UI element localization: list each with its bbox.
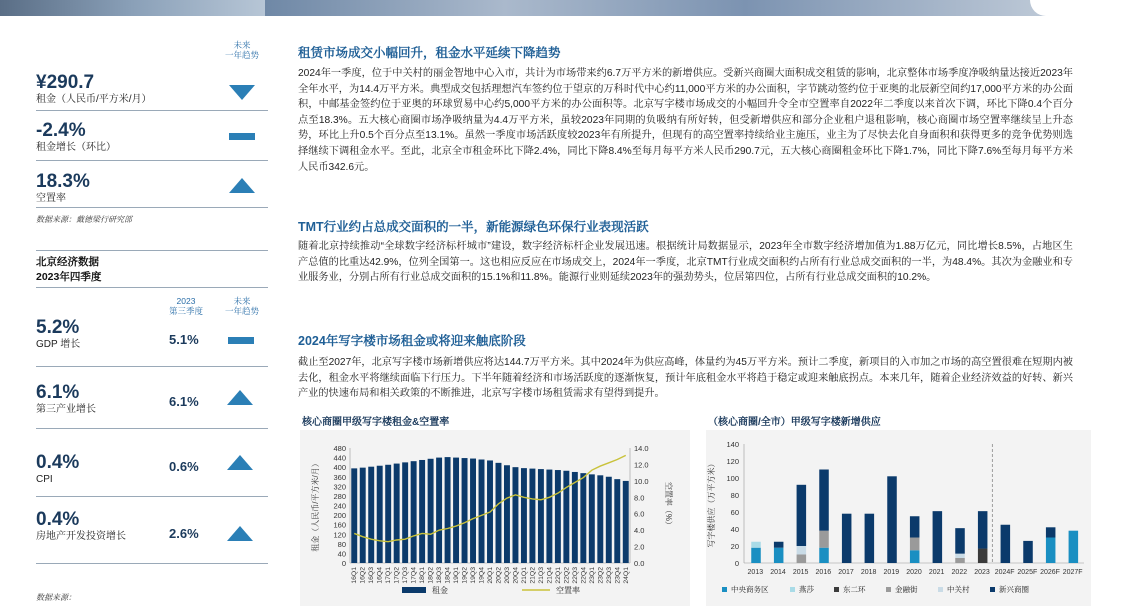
- chart2-bar-segment: [797, 485, 807, 546]
- chart1-x-tick-label: 18Q4: [444, 567, 452, 584]
- chart1-svg: [300, 430, 690, 606]
- chart1-bar: [623, 481, 629, 563]
- chart1-bar: [394, 464, 400, 563]
- chart1-bar: [521, 468, 527, 563]
- chart2-bar-segment: [1069, 531, 1079, 563]
- chart1-x-tick-label: 20Q3: [503, 567, 511, 584]
- chart2-x-tick-label: 2023: [974, 569, 990, 576]
- chart1-bar: [470, 459, 476, 563]
- kpi-rent-growth-label: 租金增长（环比）: [36, 142, 116, 153]
- chart2-bar-segment: [797, 546, 807, 555]
- chart2-title: （核心商圈/全市）甲级写字楼新增供应: [708, 417, 881, 428]
- divider: [36, 250, 268, 251]
- col-header-outlook: 未来 一年趋势: [224, 296, 259, 316]
- chart1-y2-tick-label: 14.0: [634, 444, 649, 453]
- chart1-bar: [428, 459, 434, 563]
- chart2-bar-segment: [751, 548, 761, 563]
- chart1-bar: [504, 465, 510, 563]
- chart1-bar: [589, 474, 595, 563]
- chart2-bar-segment: [978, 511, 988, 548]
- chart1-bar: [436, 458, 442, 563]
- chart1-bar: [419, 460, 425, 563]
- chart1-y-tick-label: 80: [337, 539, 346, 549]
- chart1-y-tick-label: 0: [341, 559, 346, 568]
- chart1-x-tick-label: 17Q3: [402, 567, 410, 584]
- chart2-bar-segment: [819, 470, 829, 531]
- chart1-x-tick-label: 16Q4: [376, 567, 384, 584]
- chart2-legend-label: 中央商务区: [731, 585, 769, 594]
- chart2-legend-label: 燕莎: [799, 585, 814, 594]
- chart1-bar: [445, 457, 451, 563]
- kpi-vacancy-value: 18.3%: [36, 171, 90, 192]
- chart2-x-tick-label: 2021: [928, 569, 945, 576]
- chart1-x-tick-label: 17Q1: [385, 567, 393, 584]
- chart1-bar: [563, 471, 569, 563]
- chart2-x-tick-label: 2022: [951, 569, 968, 576]
- chart1-x-tick-label: 21Q2: [529, 567, 537, 584]
- econ-cpi-q3: 0.6%: [169, 459, 199, 474]
- section-body-1: 2024年一季度，位于中关村的丽金智地中心入市，共计为市场带来约6.7万平方米的新增供应。受新兴商圈大面积成交租赁的影响，北京整体市场季度净吸纳量达接近2023年全年水平，为14.4万平方米。典型成交包括理想汽车签约位于望京的万科时代中心约11,000平方米的办公面积，字节跳动签约位于亚奥的北辰新空间约17,000平方米的办公面积，中邮基金签约位于亚奥的环球贸易中心约5,000平方米的办公面积等。北京写字楼市场成交的小幅回升令全市空置率自2022年二季度以来首次下调，环比下降0.4个百分点至18.3%。五大核心商圈市场净吸纳量为4.4万平方米，虽较2023年同期的负吸纳有所好转，但受新增供应和部分企业租户退租影响，核心商圈市场空置率继续呈上升态势，环比上升0.5个百分点至13.1%。虽然一季度市场活跃度较2023年有所提升，但现有的高空置率持续给业主施压，业主为了尽快去化自身面积和获得更多的竞争优势则选择继续下调租金水平。至此，北京全市租金环比下降2.4%，同比下降8.4%至每月每平方米人民币290.7元，五大核心商圈租金环比下降1.7%，同比下降7.6%至每月每平方米人民币342.6元。: [298, 68, 1073, 173]
- chart1-bar: [606, 477, 612, 563]
- chart1-y2-tick-label: 12.0: [634, 460, 649, 470]
- econ-cpi-value: 0.4%: [36, 452, 80, 473]
- chart1-y2-tick-label: 8.0: [634, 493, 645, 503]
- chart2-legend-swatch: [938, 587, 943, 592]
- chart2-y-tick-label: 100: [726, 474, 739, 483]
- kpi-rent-growth-value: -2.4%: [36, 120, 86, 141]
- chart1-bar: [512, 467, 518, 563]
- chart1-bar: [411, 461, 417, 563]
- chart2-bar-segment: [1046, 538, 1056, 564]
- chart2-x-tick-label: 2013: [747, 569, 764, 576]
- chart1-y-tick-label: 320: [333, 482, 346, 492]
- chart1-x-tick-label: 20Q1: [487, 567, 494, 584]
- divider: [36, 207, 268, 208]
- chart1-y-tick-label: 120: [333, 530, 346, 540]
- chart1-y-label: 租金（人民币/平方米/月）: [311, 459, 320, 552]
- chart1-area: [300, 430, 690, 606]
- chart1-x-tick-label: 23Q2: [597, 567, 605, 584]
- chart1-y-tick-label: 200: [333, 511, 346, 521]
- chart1-legend-swatch-rent: [402, 587, 426, 593]
- chart2-x-tick-label: 2026F: [1040, 569, 1060, 576]
- chart1-bar: [555, 470, 561, 563]
- chart1-x-tick-label: 17Q4: [410, 567, 418, 584]
- chart1-x-tick-label: 23Q4: [614, 567, 622, 584]
- chart1-x-tick-label: 16Q2: [359, 567, 367, 584]
- chart1-bar: [402, 462, 408, 563]
- chart1-bar: [546, 470, 552, 563]
- econ-tertiary: [36, 383, 96, 416]
- trend-flat-icon: [228, 337, 254, 344]
- chart1-bar: [453, 458, 459, 563]
- chart1-x-tick-label: 22Q3: [571, 567, 579, 584]
- trend-up-icon: [227, 390, 253, 405]
- section-body-3: 截止至2027年，北京写字楼市场新增供应将达144.7万平方米。其中2024年为供应高峰，体量约为45万平方米。预计二季度，新项目的入市加之市场的高空置很难在短期内被去化，租金水平将继续面临下行压力。下半年随着经济和市场活跃度的逐渐恢复，预计年底租金水平将趋于稳定或迎来触底拐点。本来几年，随着企业经济效益的好转、新兴产业的快速布局和相关政策的不断推进，北京写字楼市场租赁需求有望得到提升。: [298, 357, 1073, 400]
- chart1-y2-label: 空置率（%）: [664, 481, 673, 530]
- chart2-bar-segment: [910, 516, 920, 537]
- chart1-y2-tick-label: 0.0: [634, 559, 645, 568]
- chart2-legend-label: 东二环: [843, 585, 866, 594]
- chart1-y2-tick-label: 6.0: [634, 509, 645, 519]
- divider: [36, 428, 268, 429]
- chart1-x-tick-label: 19Q3: [470, 567, 478, 584]
- data-source: 数据来源：戴德梁行研究部: [36, 215, 132, 224]
- chart1-bar: [572, 472, 578, 563]
- chart1-bar: [368, 467, 374, 563]
- chart2-bar-segment: [955, 554, 965, 558]
- chart2-y-tick-label: 80: [730, 491, 739, 500]
- chart1-bar: [360, 468, 366, 563]
- chart1-x-tick-label: 23Q3: [605, 567, 613, 584]
- chart2-bar-segment: [933, 511, 943, 563]
- kpi-rent-value: ¥290.7: [36, 72, 95, 93]
- chart1-x-tick-label: 23Q1: [588, 567, 596, 584]
- chart2-x-tick-label: 2025F: [1017, 569, 1038, 576]
- outlook-header: 未来 一年趋势: [224, 40, 259, 60]
- chart2-bar-segment: [955, 558, 965, 563]
- econ-realestate-value: 0.4%: [36, 509, 80, 530]
- econ-cpi: [36, 453, 79, 486]
- chart2-x-tick-label: 2016: [815, 569, 832, 576]
- chart1-x-tick-label: 18Q1: [419, 567, 427, 584]
- chart1-x-tick-label: 19Q2: [461, 567, 469, 584]
- chart2-bar-segment: [887, 476, 897, 563]
- chart1-bar: [385, 465, 391, 563]
- econ-title: 北京经济数据: [36, 256, 99, 268]
- econ-realestate: [36, 510, 126, 543]
- econ-realestate-label: 房地产开发投资增长: [36, 531, 126, 542]
- econ-subtitle: 2023年四季度: [36, 271, 102, 283]
- kpi-vacancy-label: 空置率: [36, 193, 66, 204]
- chart1-x-tick-label: 19Q1: [453, 567, 461, 584]
- chart2-bar-segment: [819, 548, 829, 563]
- trend-up-icon: [227, 526, 253, 541]
- chart1-y-tick-label: 400: [333, 463, 346, 473]
- econ-gdp-label: GDP 增长: [36, 339, 81, 350]
- chart2-y-label: 写字楼供应（万平方米）: [707, 459, 716, 548]
- chart1-x-tick-label: 20Q4: [512, 567, 520, 584]
- chart1-x-tick-label: 18Q3: [436, 567, 444, 584]
- kpi-rent: [36, 73, 152, 106]
- chart2-bar-segment: [751, 542, 761, 548]
- chart2-x-tick-label: 2020: [906, 569, 922, 576]
- econ-tertiary-label: 第三产业增长: [36, 404, 96, 415]
- chart1-y-tick-label: 280: [333, 491, 346, 501]
- chart1-x-tick-label: 22Q1: [554, 567, 562, 584]
- header-photo-strip: [0, 0, 1125, 16]
- chart2-legend-label: 中关村: [947, 585, 970, 594]
- chart1-bar: [597, 475, 603, 563]
- chart2-area: [706, 430, 1091, 606]
- chart1-bar: [529, 469, 535, 563]
- trend-up-icon: [227, 455, 253, 470]
- chart1-y-tick-label: 440: [333, 453, 346, 463]
- chart1-bar: [496, 463, 502, 563]
- econ-realestate-q3: 2.6%: [169, 526, 199, 541]
- chart2-y-tick-label: 120: [726, 457, 739, 466]
- divider: [36, 110, 268, 111]
- chart2-y-tick-label: 20: [730, 542, 739, 551]
- chart1-x-tick-label: 22Q2: [563, 567, 571, 584]
- chart1-x-tick-label: 20Q2: [495, 567, 503, 584]
- chart2-x-tick-label: 2027F: [1062, 569, 1083, 576]
- kpi-rent-growth: [36, 121, 116, 154]
- chart1-x-tick-label: 22Q4: [580, 567, 588, 584]
- econ-cpi-label: CPI: [36, 474, 53, 485]
- chart1-y-tick-label: 240: [333, 501, 346, 511]
- chart1-legend-label-rent: 租金: [432, 586, 448, 595]
- chart1-x-tick-label: 21Q4: [546, 567, 554, 584]
- chart2-legend-swatch: [790, 587, 795, 592]
- trend-flat-icon: [229, 133, 255, 140]
- divider: [36, 287, 268, 288]
- chart2-bar-segment: [1001, 525, 1011, 563]
- chart2-x-tick-label: 2024F: [994, 569, 1015, 576]
- chart1-x-tick-label: 18Q2: [427, 567, 435, 584]
- chart2-bar-segment: [955, 528, 965, 554]
- section-title-2: TMT行业约占总成交面积的一半，新能源绿色环保行业表现活跃: [298, 220, 649, 234]
- chart1-bar: [614, 479, 620, 563]
- data-source-2: 数据来源：: [36, 593, 76, 602]
- chart2-bar-segment: [797, 555, 807, 564]
- chart1-bar: [377, 466, 383, 563]
- kpi-vacancy: [36, 172, 90, 205]
- chart2-legend-swatch: [990, 587, 995, 592]
- trend-down-icon: [229, 85, 255, 100]
- divider: [36, 160, 268, 161]
- chart2-legend-swatch: [834, 587, 839, 592]
- chart1-bar: [479, 460, 485, 564]
- chart2-bar-segment: [819, 531, 829, 548]
- col-header-q3: 2023 第三季度: [168, 296, 203, 316]
- chart2-x-tick-label: 2014: [770, 569, 786, 576]
- chart2-legend-swatch: [722, 587, 727, 592]
- divider: [36, 496, 268, 497]
- chart2-x-tick-label: 2015: [792, 569, 809, 576]
- chart1-bar: [538, 469, 544, 563]
- chart1-legend-label-vacancy: 空置率: [556, 586, 580, 595]
- chart1-x-tick-label: 21Q1: [520, 567, 528, 584]
- chart2-legend-label: 金融街: [895, 585, 918, 594]
- chart1-bar: [462, 458, 468, 563]
- chart2-bar-segment: [865, 514, 875, 563]
- chart1-x-tick-label: 19Q4: [478, 567, 486, 584]
- divider: [36, 366, 268, 367]
- chart2-x-tick-label: 2017: [838, 569, 854, 576]
- econ-tertiary-q3: 6.1%: [169, 394, 199, 409]
- chart2-y-tick-label: 140: [726, 440, 739, 449]
- chart2-x-tick-label: 2018: [860, 569, 877, 576]
- chart1-y-tick-label: 480: [333, 444, 346, 453]
- chart2-bar-segment: [774, 542, 784, 548]
- chart2-bar-segment: [910, 538, 920, 551]
- chart2-y-tick-label: 60: [730, 508, 739, 517]
- section-title-3: 2024年写字楼市场租金或将迎来触底阶段: [298, 334, 526, 348]
- econ-gdp: [36, 318, 80, 351]
- chart1-y-tick-label: 360: [333, 472, 346, 482]
- econ-tertiary-value: 6.1%: [36, 382, 80, 403]
- chart1-x-tick-label: 24Q1: [622, 567, 630, 584]
- chart2-bar-segment: [1046, 527, 1056, 537]
- divider: [36, 563, 268, 564]
- chart2-y-tick-label: 0: [734, 559, 739, 568]
- chart2-bar-segment: [1023, 541, 1033, 563]
- chart1-y2-tick-label: 10.0: [634, 476, 649, 486]
- chart2-bar-segment: [842, 514, 852, 563]
- chart1-x-tick-label: 21Q3: [537, 567, 545, 584]
- econ-gdp-value: 5.2%: [36, 317, 80, 338]
- chart1-bar: [351, 468, 357, 563]
- chart1-y-tick-label: 160: [333, 520, 346, 530]
- chart2-legend-label: 新兴商圈: [999, 585, 1029, 594]
- chart2-bar-segment: [910, 550, 920, 563]
- chart1-y-tick-label: 40: [337, 549, 346, 559]
- chart1-title: 核心商圈甲级写字楼租金&空置率: [302, 417, 450, 428]
- chart2-y-tick-label: 40: [730, 525, 739, 534]
- econ-gdp-q3: 5.1%: [169, 332, 199, 347]
- section-body-2: 随着北京持续推动“全球数字经济标杆城市”建设，数字经济标杆企业发展迅速。根据统计局数据显示，2023年全市数字经济增加值为1.88万亿元，同比增长8.5%，占地区生产总值的比重达42.9%，位列全国第一。这也相应反应在市场成交上，2024年一季度，北京TMT行业成交面积约占所有行业总成交面积的一半，为48.4%。其次为金融业和专业服务业，分别占所有行业总成交面积的15.1%和11.8%。能源行业则延续2023年的强劲势头，位居第四位，占所有行业总成交面积的10.2%。: [298, 241, 1073, 284]
- chart2-x-tick-label: 2019: [883, 569, 900, 576]
- chart1-y2-tick-label: 4.0: [634, 526, 645, 536]
- chart1-bar: [580, 473, 586, 563]
- kpi-rent-label: 租金（人民币/平方米/月）: [36, 94, 152, 105]
- chart1-x-tick-label: 16Q1: [351, 567, 359, 584]
- chart1-y2-tick-label: 2.0: [634, 542, 645, 552]
- trend-up-icon: [229, 178, 255, 193]
- chart1-x-tick-label: 17Q2: [393, 567, 401, 584]
- section-title-1: 租赁市场成交小幅回升，租金水平延续下降趋势: [298, 46, 561, 60]
- chart2-bar-segment: [774, 548, 784, 563]
- chart2-bar-segment: [978, 549, 988, 563]
- chart2-svg: [706, 430, 1091, 606]
- chart2-legend-swatch: [886, 587, 891, 592]
- chart1-x-tick-label: 16Q3: [368, 567, 376, 584]
